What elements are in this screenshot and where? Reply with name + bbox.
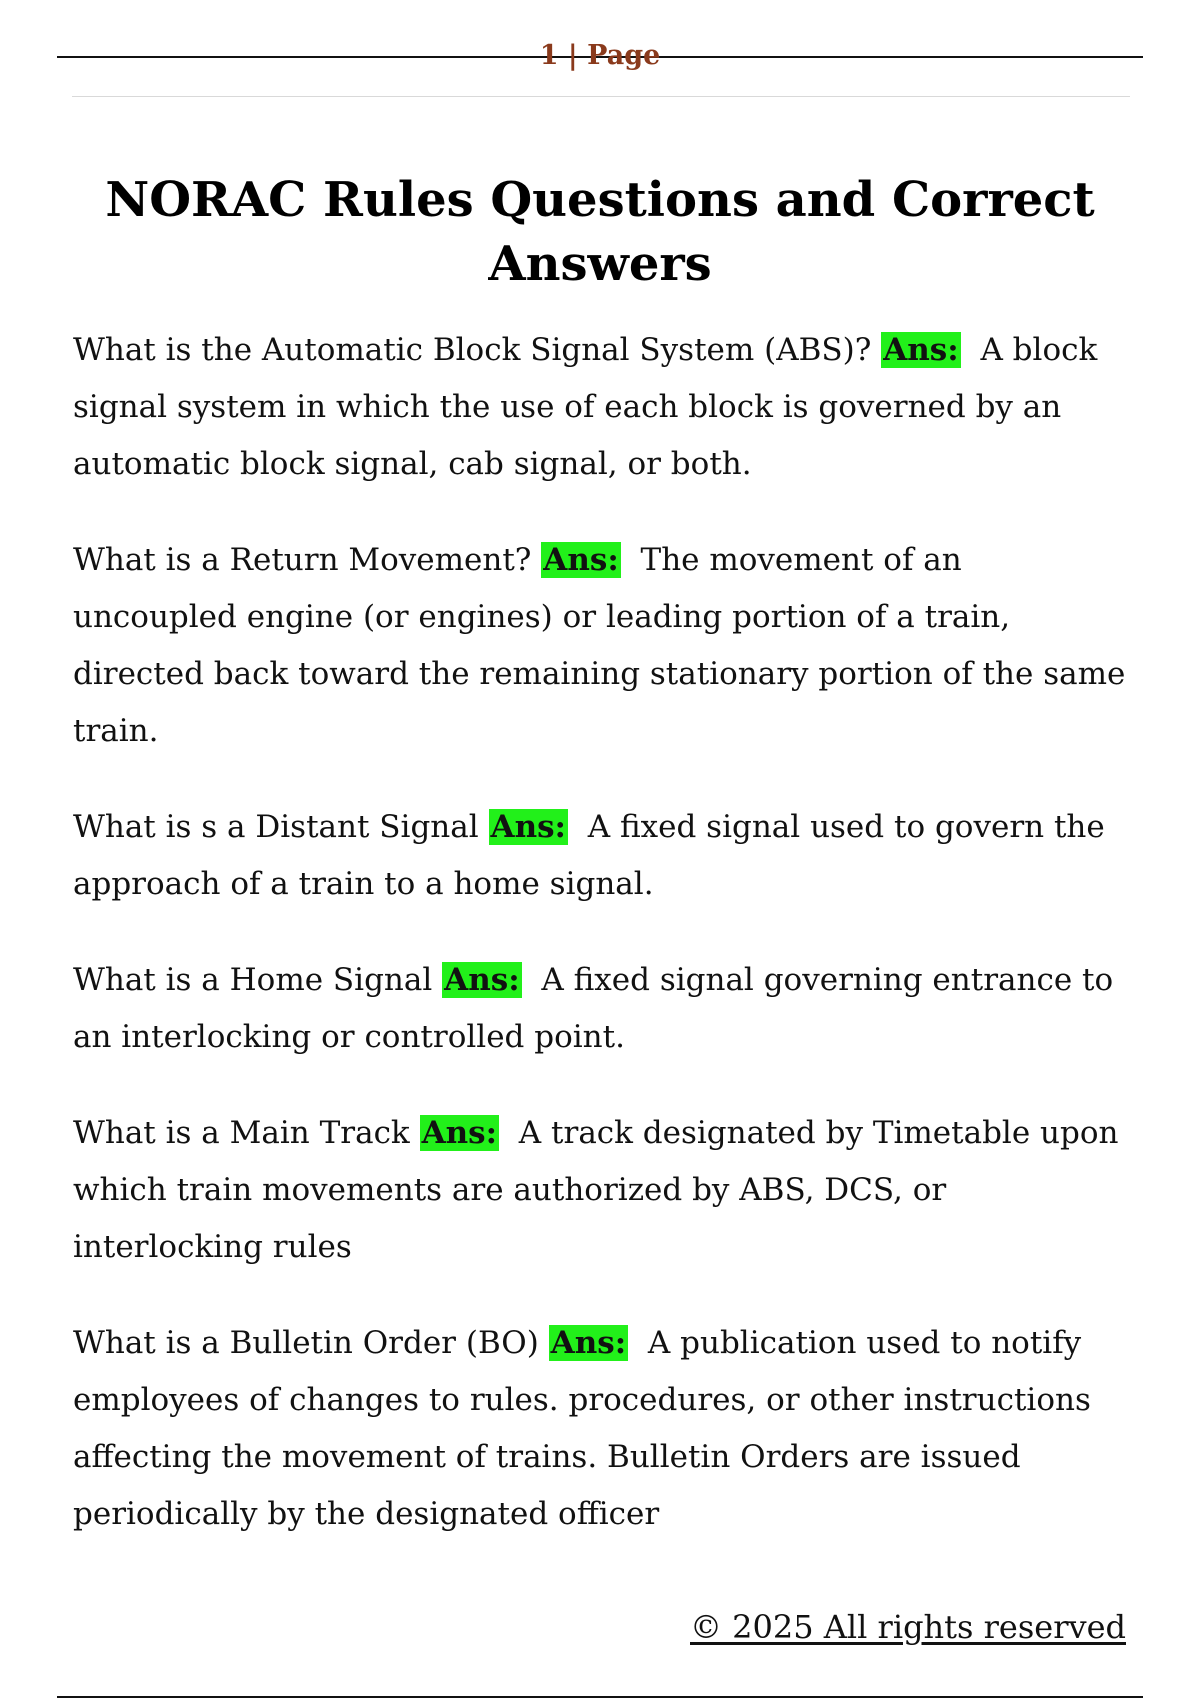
copyright-notice: © 2025 All rights reserved bbox=[690, 1608, 1126, 1646]
question-text: What is s a Distant Signal bbox=[73, 809, 479, 845]
answer-marker: Ans: bbox=[543, 542, 619, 578]
answer-marker: Ans: bbox=[444, 962, 520, 998]
answer-marker: Ans: bbox=[421, 1115, 498, 1151]
qa-item bbox=[73, 952, 1133, 1066]
answer-text: A publication used to notify employees of changes to rules. procedures, or other instructions affecting the movement of trains. Bulletin Orders are issued periodically by the designated officer bbox=[73, 1325, 1091, 1532]
qa-item bbox=[73, 1315, 1133, 1543]
qa-item bbox=[73, 1105, 1133, 1276]
question-text: What is a Bulletin Order (BO) bbox=[73, 1325, 539, 1361]
answer-text: A fixed signal governing entrance to an interlocking or controlled point. bbox=[73, 962, 1114, 1055]
question-text: What is a Main Track bbox=[73, 1115, 410, 1151]
question-text: What is a Return Movement? bbox=[73, 542, 532, 578]
header-subrule bbox=[72, 96, 1130, 97]
answer-text: The movement of an uncoupled engine (or engines) or leading portion of a train, directed back toward the remaining stationary portion of the same train. bbox=[73, 542, 1126, 749]
qa-item bbox=[73, 322, 1133, 493]
answer-text: A fixed signal used to govern the approach of a train to a home signal. bbox=[73, 809, 1105, 902]
question-text: What is a Home Signal bbox=[73, 962, 433, 998]
page-number-label: 1 | Page bbox=[539, 40, 661, 71]
answer-marker: Ans: bbox=[490, 809, 567, 845]
page-number bbox=[0, 38, 1200, 74]
document-title: NORAC Rules Questions and Correct Answers bbox=[105, 172, 1095, 292]
answer-text: A track designated by Timetable upon which train movements are authorized by ABS, DCS, or interlocking rules bbox=[73, 1115, 1119, 1265]
qa-item bbox=[73, 799, 1133, 913]
qa-list bbox=[73, 322, 1133, 1582]
answer-marker: Ans: bbox=[550, 1325, 627, 1361]
answer-text: A block signal system in which the use of each block is governed by an automatic block signal, cab signal, or both. bbox=[73, 332, 1098, 482]
answer-marker: Ans: bbox=[883, 332, 959, 368]
question-text: What is the Automatic Block Signal System (ABS)? bbox=[73, 332, 872, 368]
footer-rule bbox=[57, 1696, 1143, 1698]
qa-item bbox=[73, 532, 1133, 760]
